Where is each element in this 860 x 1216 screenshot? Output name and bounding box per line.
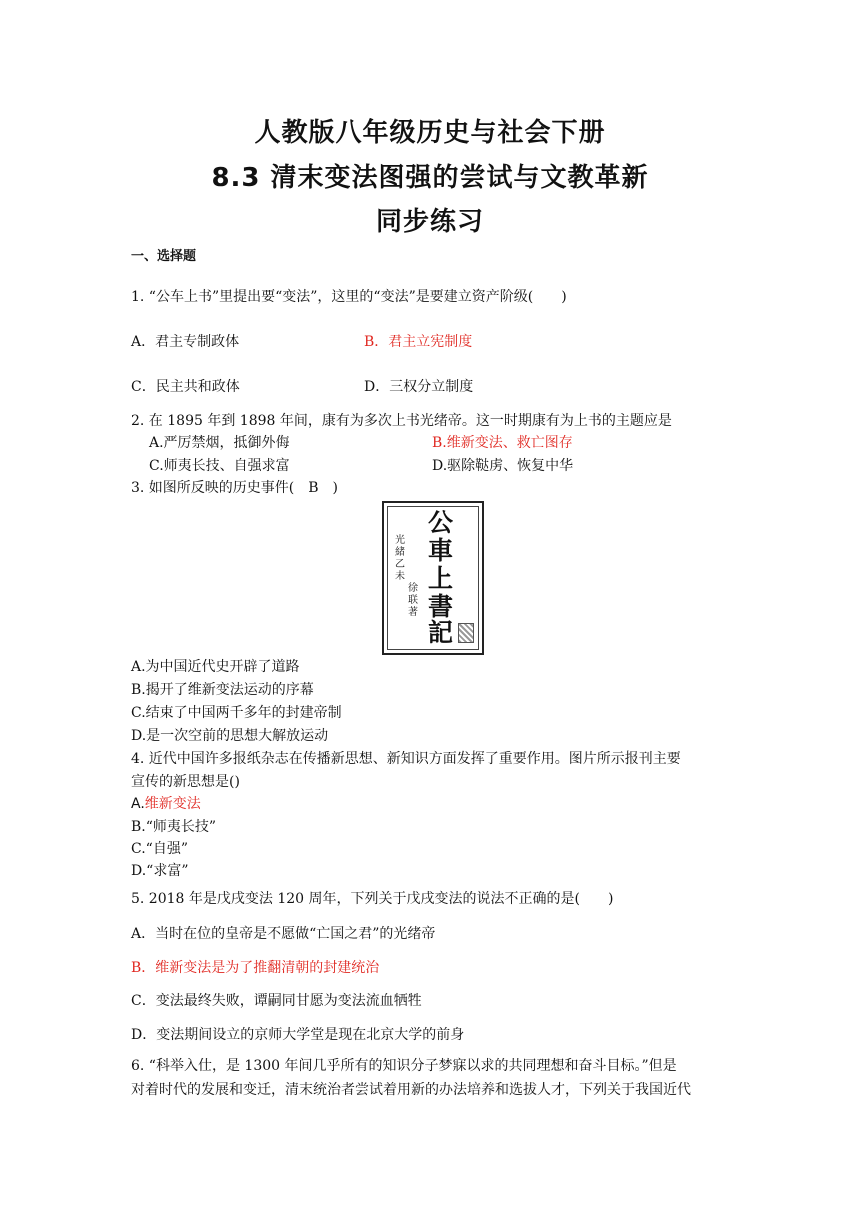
q3-stem: 3. 如图所反映的历史事件( B ) [131, 480, 339, 496]
doc-title-line2: 8.3 清末变法图强的尝试与文教革新 [211, 163, 649, 193]
q4-stem-line2: 宣传的新思想是() [131, 774, 240, 790]
image-char-4: 書 [428, 592, 454, 621]
q2-option-b: B.维新变法、救亡图存 [432, 435, 573, 451]
q2-option-d: D.驱除鞑虏、恢复中华 [432, 458, 574, 474]
q3-option-c: C.结束了中国两千多年的封建帝制 [131, 705, 342, 721]
q4-option-a-prefix: A. [131, 796, 145, 812]
q3-option-b: B.揭开了维新变法运动的序幕 [131, 682, 314, 698]
q3-option-d: D.是一次空前的思想大解放运动 [131, 728, 329, 744]
q4-option-a-text: 维新变法 [144, 796, 201, 812]
image-char-5: 記 [428, 618, 454, 647]
q5-stem: 5. 2018 年是戊戌变法 120 周年，下列关于戊戌变法的说法不正确的是( ) [131, 891, 614, 907]
q1-option-d: D．三权分立制度 [364, 379, 474, 395]
seal-stamp [458, 623, 474, 643]
q4-option-b: B.“师夷长技” [131, 819, 217, 835]
q5-option-c: C．变法最终失败，谭嗣同甘愿为变法流血牺牲 [131, 993, 422, 1009]
q3-option-a: A.为中国近代史开辟了道路 [131, 659, 300, 675]
image-char-2: 車 [428, 536, 454, 565]
q1-stem: 1. “公车上书”里提出要“变法”，这里的“变法”是要建立资产阶级( ) [131, 289, 567, 305]
image-side-text-1: 光緒乙未 [395, 535, 405, 582]
q4-option-d: D.“求富” [131, 863, 189, 879]
q4-stem-line1: 4. 近代中国许多报纸杂志在传播新思想、新知识方面发挥了重要作用。图片所示报刊主要 [131, 751, 681, 767]
q1-option-c: C．民主共和政体 [131, 379, 240, 395]
image-frame [387, 506, 479, 650]
q6-stem-line1: 6. “科举入仕，是 1300 年间几乎所有的知识分子梦寐以求的共同理想和奋斗目标。”但是 [131, 1058, 677, 1074]
q2-stem: 2. 在 1895 年到 1898 年间，康有为多次上书光绪帝。这一时期康有为上书的主题应是 [131, 413, 672, 429]
image-char-3: 上 [428, 564, 454, 593]
doc-title-line1: 人教版八年级历史与社会下册 [254, 118, 606, 148]
q5-option-b: B．维新变法是为了推翻清朝的封建统治 [131, 960, 380, 976]
q4-option-a [131, 795, 201, 813]
q1-option-a: A．君主专制政体 [131, 334, 240, 350]
q1-option-b: B．君主立宪制度 [364, 334, 473, 350]
q6-stem-line2: 对着时代的发展和变迁，清末统治者尝试着用新的办法培养和选拔人才，下列关于我国近代 [131, 1082, 691, 1098]
q5-option-a: A．当时在位的皇帝是不愿做“亡国之君”的光绪帝 [131, 926, 436, 942]
section-heading: 一、选择题 [131, 249, 197, 264]
q2-option-a: A.严厉禁烟，抵御外侮 [149, 435, 290, 451]
q2-option-c: C.师夷长技、自强求富 [149, 458, 290, 474]
image-char-1: 公 [428, 508, 454, 537]
q5-option-d: D．变法期间设立的京师大学堂是现在北京大学的前身 [131, 1027, 465, 1043]
gongche-shangshu-image [382, 501, 484, 655]
image-side-text-2: 徐联著 [408, 583, 418, 618]
q4-option-c: C.“自强” [131, 841, 188, 857]
doc-title-line3: 同步练习 [375, 207, 484, 237]
